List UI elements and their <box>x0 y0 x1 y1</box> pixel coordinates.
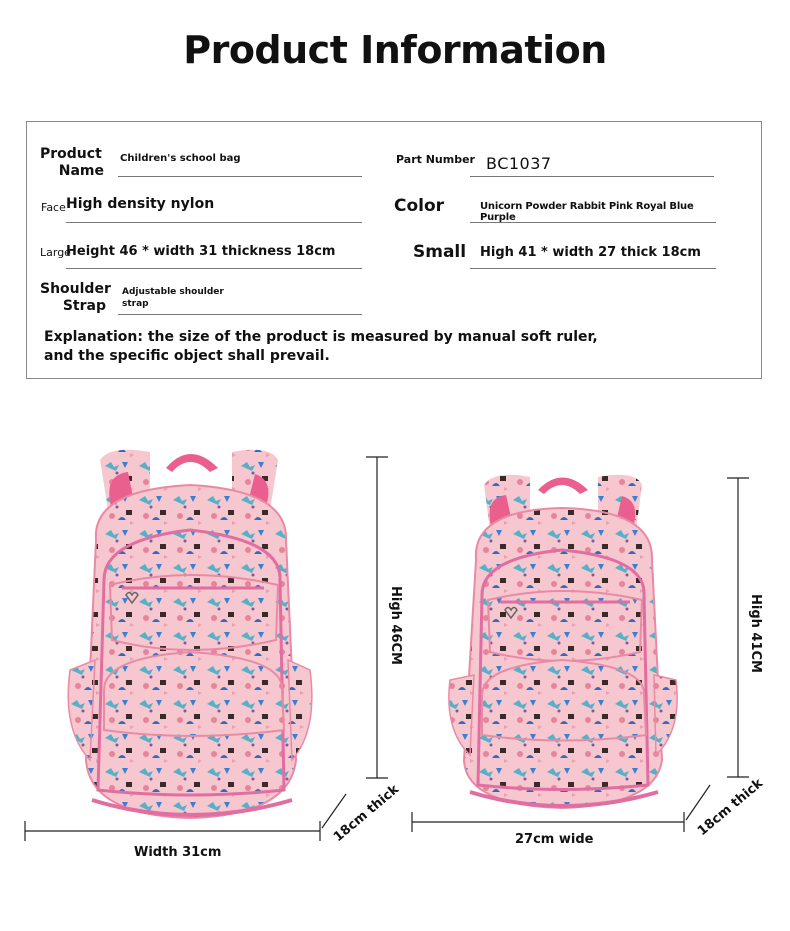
product-name-value: Children's school bag <box>120 153 241 164</box>
large-value: Height 46 * width 31 thickness 18cm <box>66 244 336 259</box>
large-width-label: Width 31cm <box>134 845 222 860</box>
large-height-dimension <box>366 457 388 778</box>
small-height-label: High 41CM <box>748 594 763 673</box>
backpack-illustrations <box>0 390 790 910</box>
color-label: Color <box>394 196 445 216</box>
small-width-dimension <box>412 812 684 832</box>
small-backpack <box>449 475 677 808</box>
small-value: High 41 * width 27 thick 18cm <box>480 245 701 260</box>
large-backpack <box>68 450 312 818</box>
small-field <box>470 242 716 269</box>
face-field <box>66 196 362 223</box>
page-title: Product Information <box>183 28 607 72</box>
large-height-label: High 46CM <box>388 586 403 665</box>
small-label: Small <box>413 242 467 262</box>
small-thick-dimension <box>686 785 710 820</box>
strap-value: Adjustable shoulder strap <box>122 287 224 309</box>
part-number-field <box>470 150 714 177</box>
small-height-dimension <box>727 478 749 777</box>
color-field <box>470 196 716 223</box>
strap-field <box>118 284 362 315</box>
small-thick-label: 18cm thick <box>694 776 766 840</box>
part-number-label: Part Number <box>396 153 475 166</box>
large-field <box>66 242 362 269</box>
face-value: High density nylon <box>66 196 215 212</box>
small-width-label: 27cm wide <box>515 832 594 847</box>
measurement-note: Explanation: the size of the product is measured by manual soft ruler, and the specific object shall prevail. <box>44 329 598 364</box>
large-thick-label: 18cm thick <box>330 782 402 846</box>
strap-label: Shoulder Strap <box>40 281 111 314</box>
part-number-value: BC1037 <box>486 154 552 173</box>
color-value: Unicorn Powder Rabbit Pink Royal Blue Purple <box>480 201 694 223</box>
large-width-dimension <box>25 821 320 841</box>
product-name-field <box>118 150 362 177</box>
large-label: Large <box>40 246 71 259</box>
product-name-label: Product Name <box>40 146 104 179</box>
face-label: Face <box>41 201 66 214</box>
